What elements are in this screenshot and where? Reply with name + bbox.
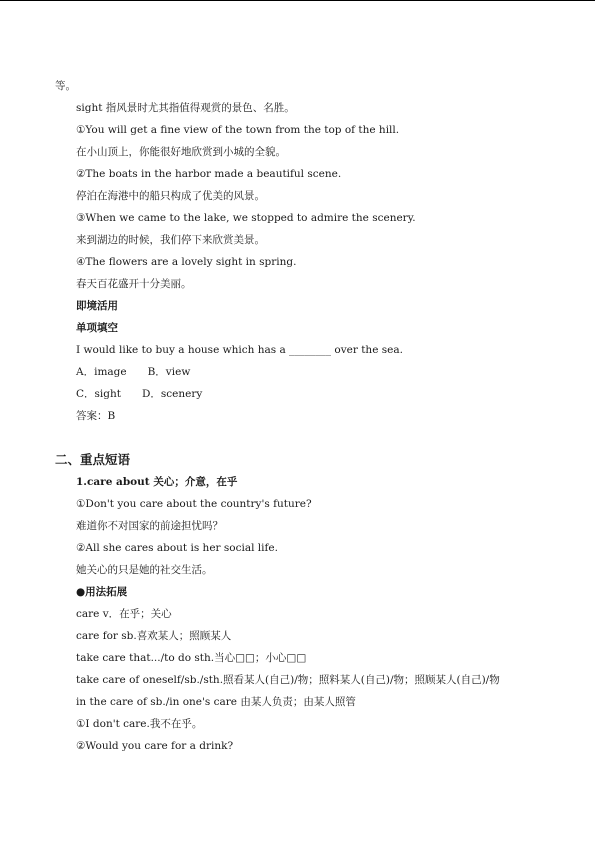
usage-item: care for sb.喜欢某人；照顾某人 [76,630,232,642]
example-sentence: ①You will get a fine view of the town from the top of the hill. [76,124,400,136]
example-sentence: ②Would you care for a drink? [76,740,234,752]
example-translation: 难道你不对国家的前途担忧吗？ [76,520,223,532]
example-sentence: ②All she cares about is her social life. [76,542,278,554]
usage-item: take care of oneself/sb./sth.照看某人(自己)/物；照料某人(自己)/物；照顾某人(自己)/物 [76,674,500,686]
exercise-options: C．sight D．scenery [76,388,203,400]
exercise-answer: 答案：B [76,410,116,422]
section-label: 即境活用 [76,300,118,312]
example-sentence: ②The boats in the harbor made a beautiful scene. [76,168,342,180]
exercise-options: A．image B．view [76,366,191,378]
example-translation: 在小山顶上，你能很好地欣赏到小城的全貌。 [76,146,286,158]
phrase-heading: 1.care about 关心；介意，在乎 [76,476,238,488]
example-translation: 停泊在海港中的船只构成了优美的风景。 [76,190,265,202]
example-translation: 春天百花盛开十分美丽。 [76,278,192,290]
usage-item: care v．在乎；关心 [76,608,172,620]
section-label: 单项填空 [76,322,118,334]
example-sentence: ①Don't you care about the country's future? [76,498,312,510]
text-line: 等。 [55,80,76,92]
text-line: sight 指风景时尤其指值得观赏的景色、名胜。 [76,102,295,114]
section-heading: 二、重点短语 [55,452,131,467]
section-label: ●用法拓展 [76,586,128,598]
example-sentence: ①I don't care.我不在乎。 [76,718,203,730]
example-sentence: ③When we came to the lake, we stopped to admire the scenery. [76,212,416,224]
example-sentence: ④The flowers are a lovely sight in spring. [76,256,297,268]
usage-item: take care that.../to do sth.当心□□；小心□□ [76,652,307,664]
example-translation: 她关心的只是她的社交生活。 [76,564,213,576]
example-translation: 来到湖边的时候，我们停下来欣赏美景。 [76,234,265,246]
usage-item: in the care of sb./in one's care 由某人负责；由某人照管 [76,696,356,708]
exercise-question: I would like to buy a house which has a ________ over the sea. [76,344,403,356]
page-top-border [0,0,595,1]
